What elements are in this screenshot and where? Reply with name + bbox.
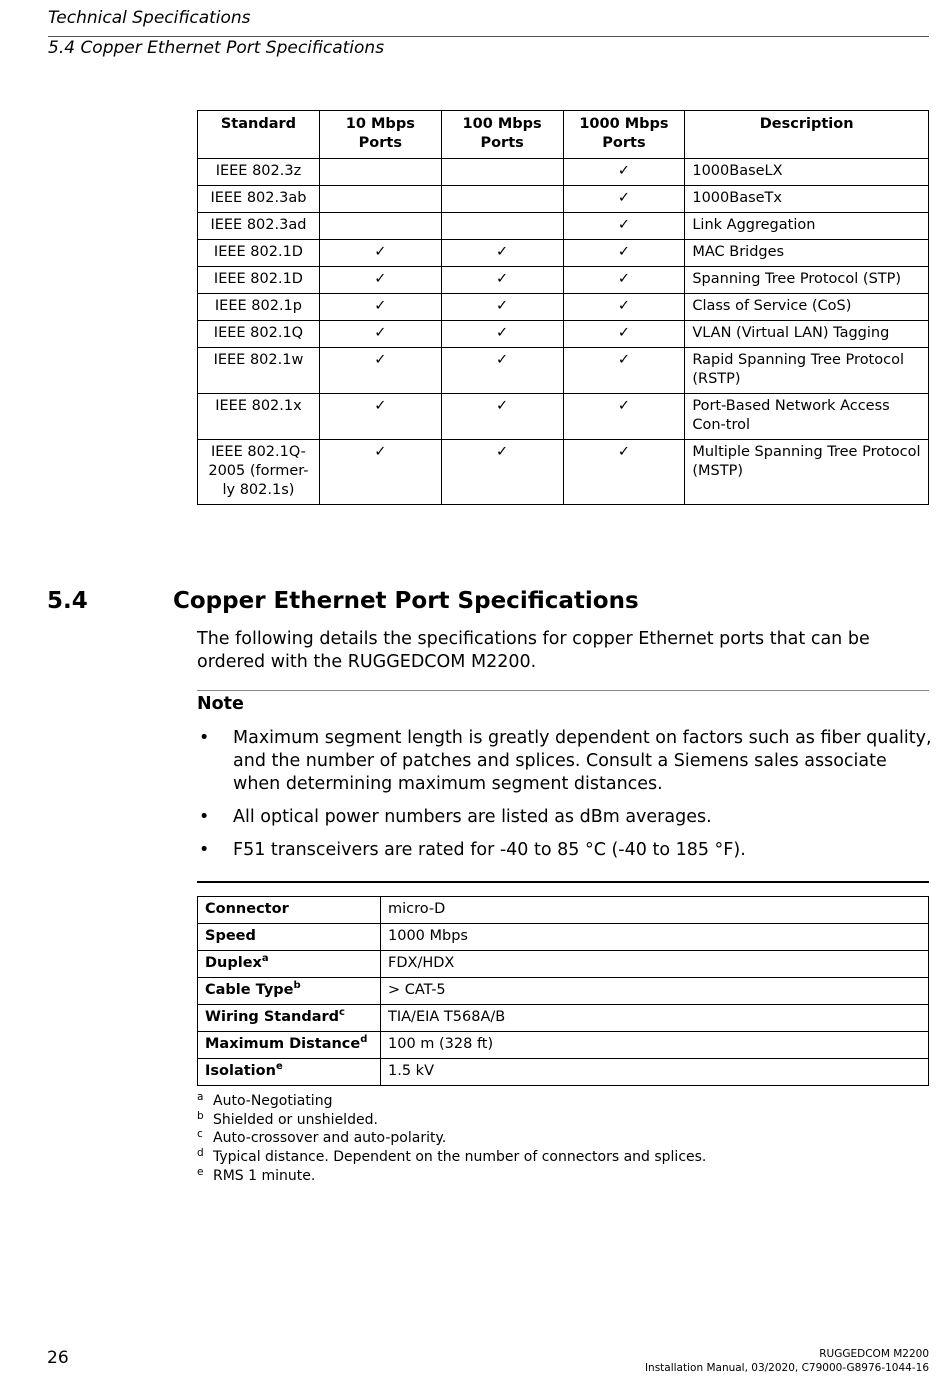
standards-table-row [198, 348, 929, 394]
standard-cell: IEEE 802.1D [198, 240, 320, 267]
section-number: 5.4 [47, 588, 88, 614]
col-header-1000mbps: 1000 Mbps Ports [563, 111, 685, 159]
spec-label [198, 1005, 381, 1032]
spec-row [198, 1032, 929, 1059]
description-cell: Class of Service (CoS) [685, 294, 929, 321]
standards-table [197, 110, 929, 505]
spec-row [198, 897, 929, 924]
spec-label [198, 1032, 381, 1059]
description-cell: Spanning Tree Protocol (STP) [685, 267, 929, 294]
description-cell: Link Aggregation [685, 213, 929, 240]
check-10mbps-cell: ✓ [319, 440, 441, 505]
check-10mbps-cell: ✓ [319, 240, 441, 267]
standards-table-row [198, 321, 929, 348]
note-bottom-rule [197, 881, 929, 883]
check-10mbps-cell [319, 186, 441, 213]
check-1000mbps-cell: ✓ [563, 186, 685, 213]
standards-table-row [198, 294, 929, 321]
check-100mbps-cell: ✓ [441, 240, 563, 267]
standards-table-row [198, 186, 929, 213]
spec-row [198, 1059, 929, 1086]
description-cell: 1000BaseLX [685, 159, 929, 186]
section-title: Copper Ethernet Port Specifications [173, 588, 639, 614]
footnote [197, 1167, 706, 1186]
footnote-ref: a [261, 953, 269, 964]
footnote-mark: b [197, 1109, 204, 1122]
footnote-ref: d [360, 1034, 368, 1045]
running-header-section: 5.4 Copper Ethernet Port Specifications [48, 38, 385, 58]
running-header-chapter: Technical Specifications [48, 8, 251, 28]
standards-table-header-row [198, 111, 929, 159]
check-10mbps-cell: ✓ [319, 321, 441, 348]
section-intro: The following details the specifications for copper Ethernet ports that can be ordered with the RUGGEDCOM M2200. [197, 629, 870, 672]
footnote-ref: e [275, 1061, 283, 1072]
check-1000mbps-cell: ✓ [563, 348, 685, 394]
check-100mbps-cell: ✓ [441, 394, 563, 440]
check-10mbps-cell: ✓ [319, 267, 441, 294]
check-100mbps-cell: ✓ [441, 294, 563, 321]
spec-label-text: Duplex [205, 955, 262, 971]
col-header-standard: Standard [198, 111, 320, 159]
check-10mbps-cell: ✓ [319, 394, 441, 440]
check-100mbps-cell: ✓ [441, 267, 563, 294]
check-100mbps-cell [441, 159, 563, 186]
spec-value: FDX/HDX [381, 951, 929, 978]
footnote-text: RMS 1 minute. [213, 1167, 316, 1184]
note-item-text: All optical power numbers are listed as dBm averages. [233, 807, 712, 827]
footnote-mark: e [197, 1165, 204, 1178]
footnote [197, 1148, 706, 1167]
spec-row [198, 924, 929, 951]
note-item [197, 806, 932, 829]
footer-product: RUGGEDCOM M2200 [819, 1348, 929, 1360]
bullet-icon: • [199, 840, 210, 860]
standards-table-row [198, 440, 929, 505]
check-1000mbps-cell: ✓ [563, 240, 685, 267]
spec-label [198, 1059, 381, 1086]
note-item [197, 839, 932, 862]
spec-label-text: Cable Type [205, 982, 294, 998]
spec-label-text: Isolation [205, 1063, 276, 1079]
standard-cell: IEEE 802.1p [198, 294, 320, 321]
check-100mbps-cell [441, 213, 563, 240]
description-cell: Port-Based Network Access Con-trol [685, 394, 929, 440]
spec-label-text: Maximum Distance [205, 1036, 361, 1052]
footnote [197, 1129, 706, 1148]
spec-label-text: Speed [205, 928, 256, 944]
footnote-mark: a [197, 1091, 204, 1103]
check-1000mbps-cell: ✓ [563, 394, 685, 440]
spec-row [198, 951, 929, 978]
spec-value: 1000 Mbps [381, 924, 929, 951]
note-top-rule [197, 690, 929, 691]
bullet-icon: • [199, 807, 210, 827]
spec-label-text: Connector [205, 901, 289, 917]
standard-cell: IEEE 802.3ad [198, 213, 320, 240]
footnote-text: Typical distance. Dependent on the number of connectors and splices. [213, 1149, 707, 1166]
check-10mbps-cell [319, 159, 441, 186]
standards-table-row [198, 240, 929, 267]
spec-label-text: Wiring Standard [205, 1009, 340, 1025]
spec-value: 1.5 kV [381, 1059, 929, 1086]
footnote-ref: b [293, 980, 301, 991]
page-footer [645, 1347, 929, 1375]
standard-cell: IEEE 802.1x [198, 394, 320, 440]
footer-manual: Installation Manual, 03/2020, C79000-G8976-1044-16 [644, 1362, 929, 1374]
spec-row [198, 1005, 929, 1032]
note-item [197, 727, 932, 796]
footnote-mark: d [197, 1147, 204, 1160]
spec-value: 100 m (328 ft) [381, 1032, 929, 1059]
spec-row [198, 978, 929, 1005]
standard-cell: IEEE 802.3ab [198, 186, 320, 213]
footnote [197, 1092, 706, 1111]
check-1000mbps-cell: ✓ [563, 159, 685, 186]
standards-table-row [198, 394, 929, 440]
check-100mbps-cell: ✓ [441, 348, 563, 394]
check-1000mbps-cell: ✓ [563, 213, 685, 240]
note-list [197, 727, 932, 872]
note-item-text: Maximum segment length is greatly dependent on factors such as fiber quality, and the number of patches and splices. Consult a Siemens sales associate when determining maximum segment distances. [233, 728, 932, 794]
col-header-10mbps: 10 Mbps Ports [319, 111, 441, 159]
standard-cell: IEEE 802.1Q [198, 321, 320, 348]
check-100mbps-cell: ✓ [441, 440, 563, 505]
description-cell: 1000BaseTx [685, 186, 929, 213]
description-cell: Rapid Spanning Tree Protocol (RSTP) [685, 348, 929, 394]
spec-label [198, 897, 381, 924]
spec-value: TIA/EIA T568A/B [381, 1005, 929, 1032]
check-1000mbps-cell: ✓ [563, 321, 685, 348]
footnote-ref: c [339, 1007, 345, 1018]
check-10mbps-cell: ✓ [319, 294, 441, 321]
note-title: Note [197, 694, 244, 714]
spec-value: > CAT-5 [381, 978, 929, 1005]
check-100mbps-cell [441, 186, 563, 213]
check-10mbps-cell [319, 213, 441, 240]
col-header-description: Description [685, 111, 929, 159]
running-header-rule [48, 36, 929, 37]
standard-cell: IEEE 802.3z [198, 159, 320, 186]
standard-cell: IEEE 802.1D [198, 267, 320, 294]
spec-label [198, 978, 381, 1005]
spec-value: micro-D [381, 897, 929, 924]
footnote-text: Auto-Negotiating [213, 1093, 333, 1109]
check-1000mbps-cell: ✓ [563, 294, 685, 321]
description-cell: VLAN (Virtual LAN) Tagging [685, 321, 929, 348]
description-cell: Multiple Spanning Tree Protocol (MSTP) [685, 440, 929, 505]
standards-table-row [198, 213, 929, 240]
spec-label [198, 924, 381, 951]
standards-table-row [198, 267, 929, 294]
note-item-text: F51 transceivers are rated for -40 to 85 °C (-40 to 185 °F). [233, 840, 746, 860]
footnote-mark: c [197, 1128, 203, 1141]
bullet-icon: • [199, 728, 210, 748]
footnotes [197, 1092, 706, 1186]
col-header-100mbps: 100 Mbps Ports [441, 111, 563, 159]
description-cell: MAC Bridges [685, 240, 929, 267]
check-10mbps-cell: ✓ [319, 348, 441, 394]
standard-cell: IEEE 802.1Q-2005 (former-ly 802.1s) [198, 440, 320, 505]
footnote-text: Auto-crossover and auto-polarity. [213, 1130, 447, 1147]
check-100mbps-cell: ✓ [441, 321, 563, 348]
standards-table-row [198, 159, 929, 186]
check-1000mbps-cell: ✓ [563, 267, 685, 294]
spec-label [198, 951, 381, 978]
footnote-text: Shielded or unshielded. [213, 1111, 378, 1128]
standard-cell: IEEE 802.1w [198, 348, 320, 394]
page-number: 26 [47, 1348, 69, 1368]
check-1000mbps-cell: ✓ [563, 440, 685, 505]
footnote [197, 1111, 706, 1130]
copper-spec-table [197, 896, 929, 1086]
